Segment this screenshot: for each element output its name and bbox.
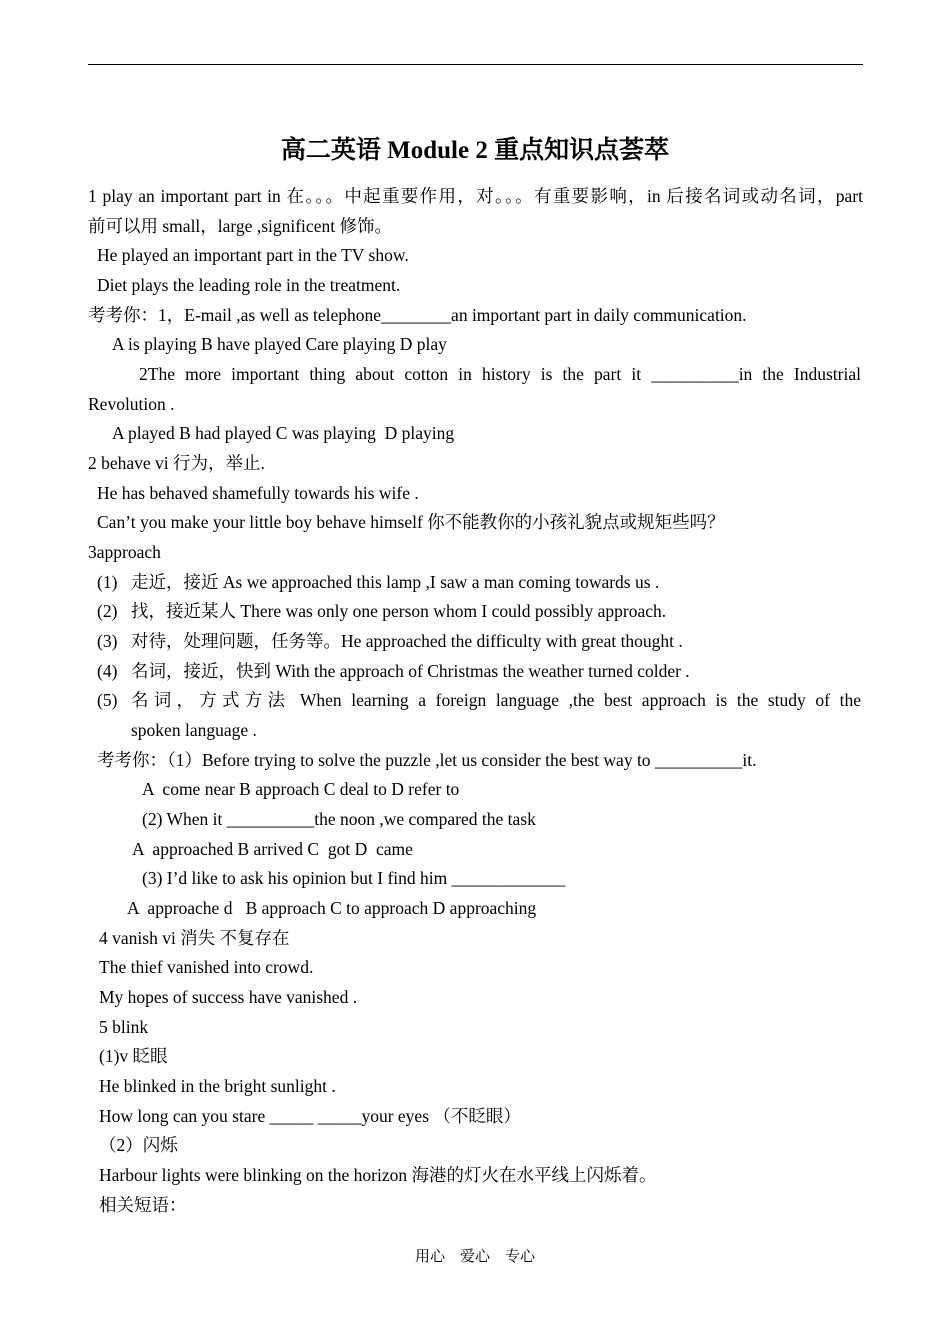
- exercise-question-cont: Revolution .: [88, 394, 175, 414]
- list-item: 走近，接近 As we approached this lamp ,I saw a man coming towards us .: [131, 572, 660, 592]
- exercise-question: (2) When it __________the noon ,we compared the task: [142, 809, 536, 829]
- exercise-options: A approached B arrived C got D came: [132, 839, 413, 859]
- exercise-options: A approache d B approach C to approach D approaching: [127, 898, 537, 918]
- example-sentence: Diet plays the leading role in the treatment.: [97, 275, 401, 295]
- exercise-question: 考考你：1，E-mail ,as well as telephone________an important part in daily communication.: [88, 305, 747, 325]
- example-sentence: Can’t you make your little boy behave himself 你不能教你的小孩礼貌点或规矩些吗？: [97, 512, 725, 532]
- page-title: 高二英语 Module 2 重点知识点荟萃: [280, 137, 670, 164]
- item-1-line-2: 前可以用 small，large ,significent 修饰。: [88, 216, 392, 236]
- list-number: (2): [97, 601, 118, 621]
- exercise-question: 考考你：（1）Before trying to solve the puzzle ,let us consider the best way to __________it.: [97, 750, 757, 770]
- sub-heading: （2）闪烁: [99, 1135, 178, 1155]
- example-sentence: He has behaved shamefully towards his wife .: [97, 483, 419, 503]
- list-item-cont: spoken language .: [131, 720, 257, 740]
- exercise-question: 2The more important thing about cotton in history is the part it __________in the Industrial: [139, 364, 861, 384]
- exercise-question: How long can you stare _____ _____your eyes （不眨眼）: [99, 1106, 521, 1126]
- list-item: 名词，方式方法 When learning a foreign language ,the best approach is the study of the: [131, 690, 861, 710]
- example-sentence: He played an important part in the TV show.: [97, 245, 409, 265]
- exercise-options: A played B had played C was playing D playing: [112, 423, 455, 443]
- related-phrases-label: 相关短语：: [99, 1195, 187, 1215]
- sub-heading: (1)v 眨眼: [99, 1046, 168, 1066]
- item-3-heading: 3approach: [88, 542, 161, 562]
- item-1-line-1: 1 play an important part in 在。。。中起重要作用，对。。。有重要影响，in 后接名词或动名词，part: [88, 186, 863, 206]
- item-5-heading: 5 blink: [99, 1017, 149, 1037]
- header-rule: [88, 64, 863, 65]
- exercise-options: A come near B approach C deal to D refer to: [142, 779, 460, 799]
- list-item: 对待，处理问题，任务等。He approached the difficulty with great thought .: [131, 631, 683, 651]
- exercise-question: (3) I’d like to ask his opinion but I find him _____________: [142, 868, 566, 888]
- example-sentence: My hopes of success have vanished .: [99, 987, 358, 1007]
- list-number: (3): [97, 631, 118, 651]
- item-4-heading: 4 vanish vi 消失 不复存在: [99, 928, 290, 948]
- example-sentence: He blinked in the bright sunlight .: [99, 1076, 336, 1096]
- list-number: (4): [97, 661, 118, 681]
- exercise-options: A is playing B have played Care playing D play: [112, 334, 447, 354]
- example-sentence: The thief vanished into crowd.: [99, 957, 314, 977]
- list-item: 找，接近某人 There was only one person whom I could possibly approach.: [131, 601, 667, 621]
- list-item: 名词，接近，快到 With the approach of Christmas the weather turned colder .: [131, 661, 690, 681]
- page-footer: 用心 爱心 专心: [414, 1249, 535, 1265]
- item-2-heading: 2 behave vi 行为，举止.: [88, 453, 265, 473]
- list-number: (5): [97, 690, 118, 710]
- example-sentence: Harbour lights were blinking on the horizon 海港的灯火在水平线上闪烁着。: [99, 1165, 657, 1185]
- list-number: (1): [97, 572, 118, 592]
